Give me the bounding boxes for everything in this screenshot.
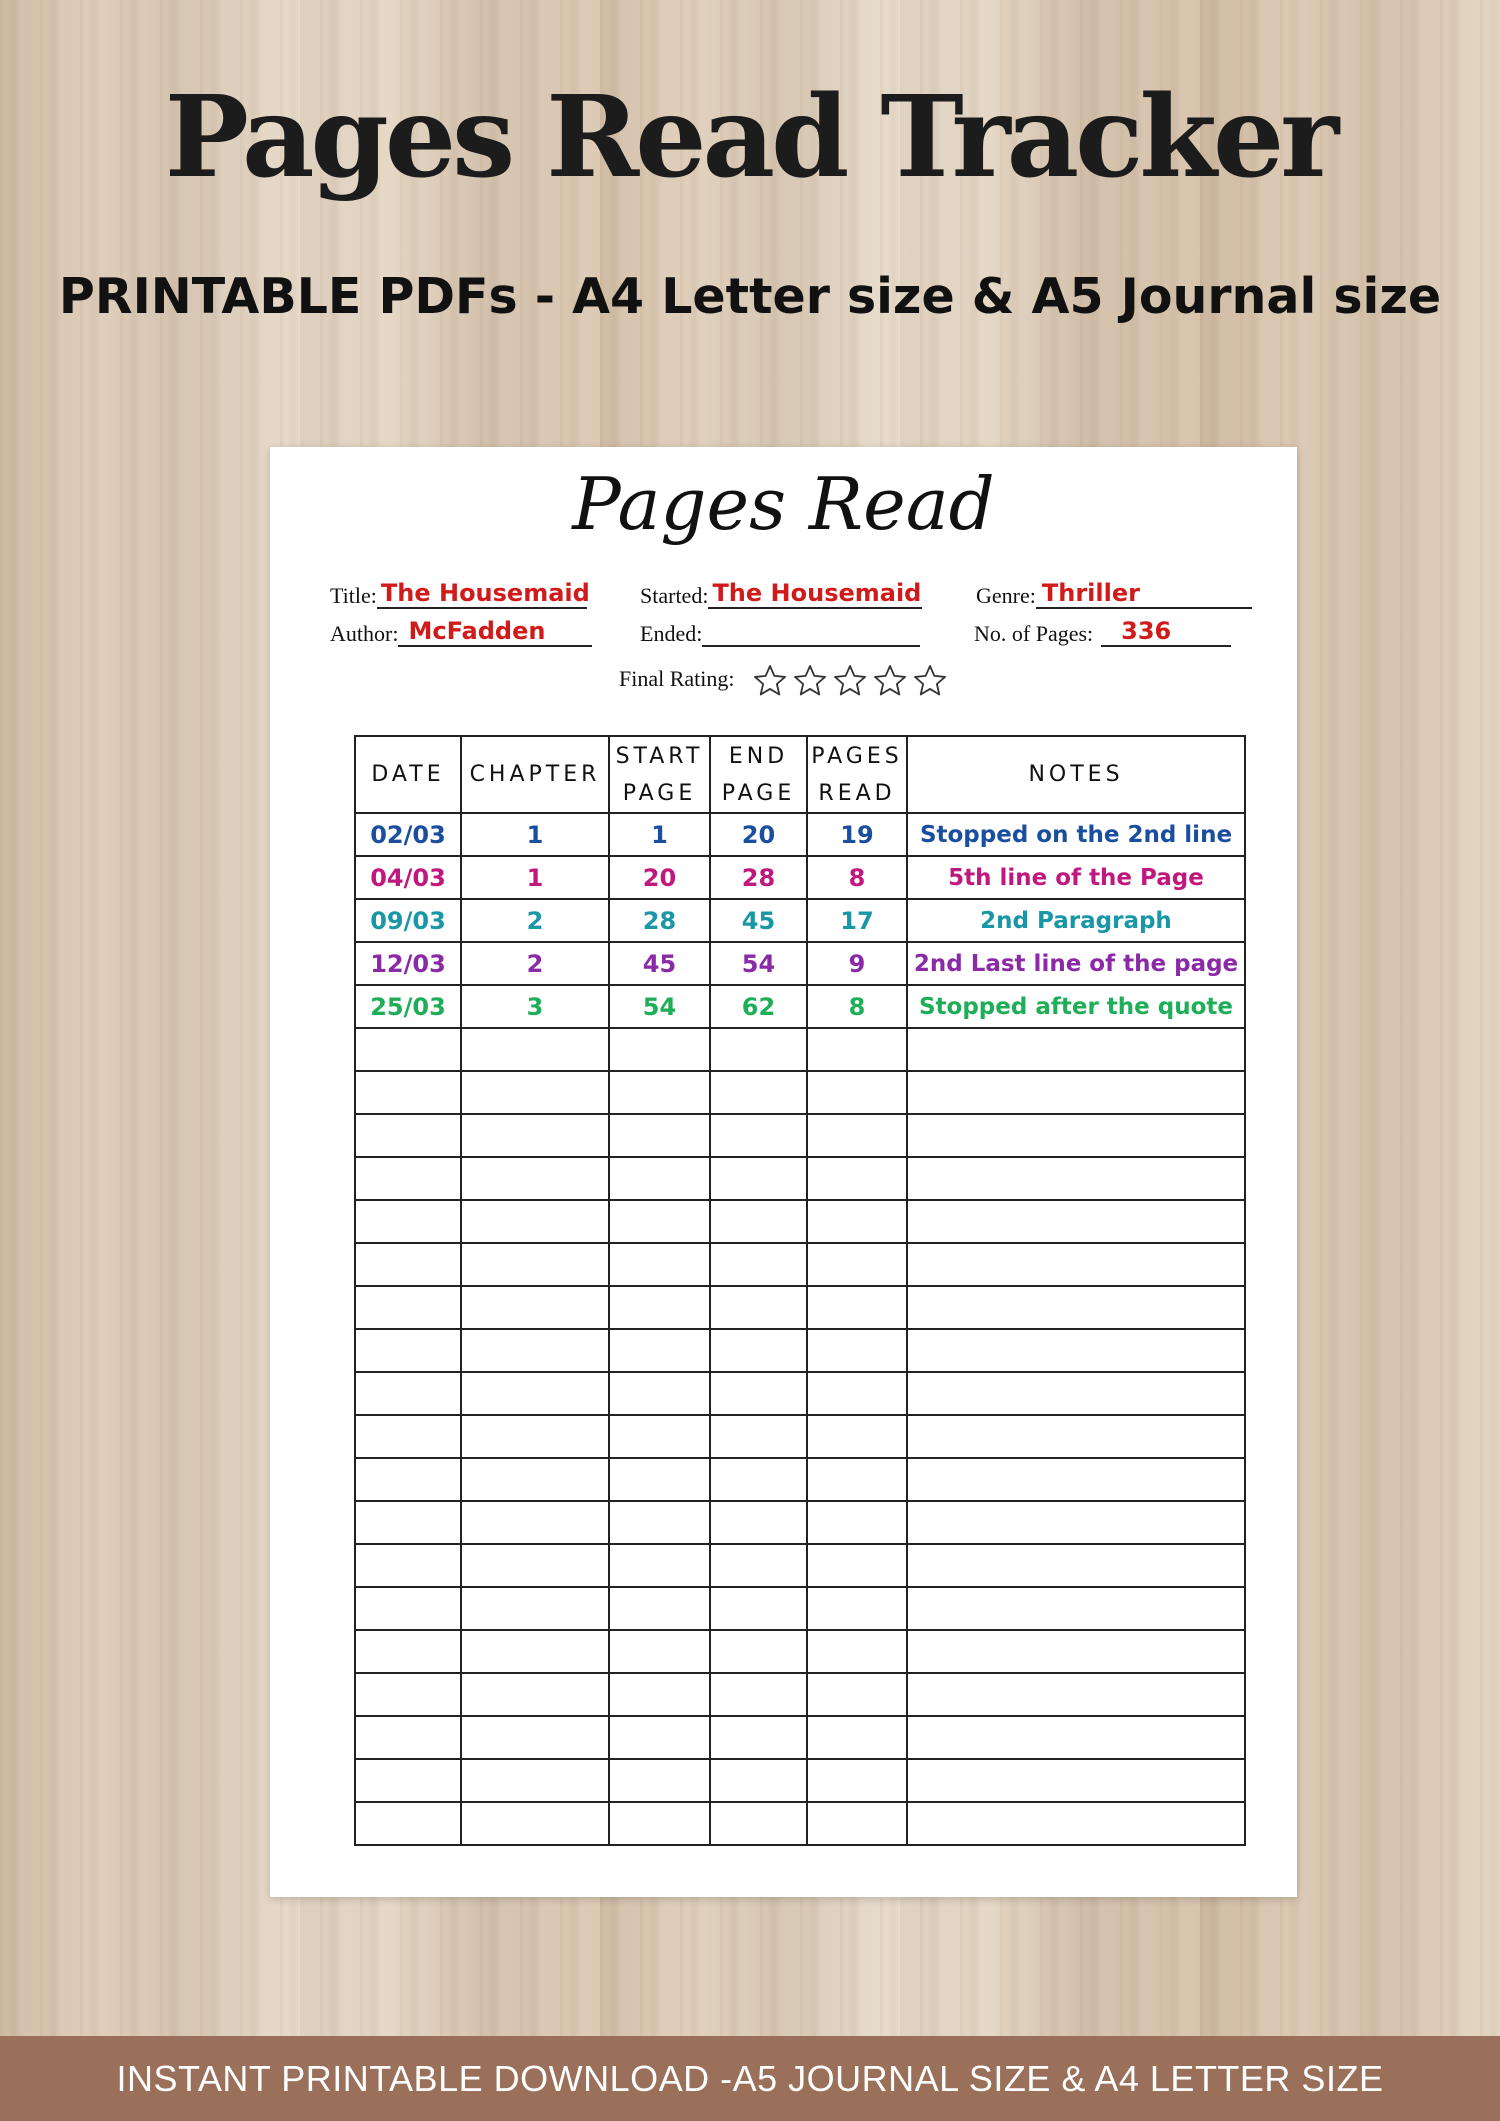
empty-cell[interactable]: [907, 1759, 1245, 1802]
genre-label: Genre:: [976, 583, 1036, 608]
page-subtitle: PRINTABLE PDFs - A4 Letter size & A5 Journal size: [58, 268, 1442, 325]
end-page-cell[interactable]: 28: [710, 856, 807, 899]
empty-table-row: [355, 1071, 1245, 1114]
empty-cell[interactable]: [710, 1243, 807, 1286]
empty-table-row: [355, 1329, 1245, 1372]
empty-cell[interactable]: [461, 1759, 609, 1802]
empty-cell[interactable]: [710, 1071, 807, 1114]
empty-cell[interactable]: [807, 1329, 907, 1372]
footer-banner: INSTANT PRINTABLE DOWNLOAD -A5 JOURNAL SIZE & A4 LETTER SIZE: [0, 2036, 1500, 2121]
author-label: Author:: [330, 621, 399, 646]
empty-cell[interactable]: [355, 1243, 461, 1286]
empty-cell[interactable]: [907, 1329, 1245, 1372]
chapter-cell[interactable]: 1: [461, 856, 609, 899]
started-field: [640, 579, 922, 609]
table-row: [355, 813, 1245, 856]
tracker-sheet: [270, 447, 1297, 1897]
empty-cell[interactable]: [710, 1458, 807, 1501]
empty-cell[interactable]: [355, 1501, 461, 1544]
notes-cell[interactable]: 2nd Last line of the page: [907, 942, 1245, 985]
empty-cell[interactable]: [609, 1415, 710, 1458]
author-field: [330, 617, 592, 647]
empty-cell[interactable]: [355, 1071, 461, 1114]
empty-cell[interactable]: [907, 1587, 1245, 1630]
empty-cell[interactable]: [609, 1759, 710, 1802]
empty-cell[interactable]: [355, 1802, 461, 1845]
empty-cell[interactable]: [710, 1415, 807, 1458]
empty-cell[interactable]: [461, 1802, 609, 1845]
end-page-cell[interactable]: 20: [710, 813, 807, 856]
empty-cell[interactable]: [807, 1071, 907, 1114]
empty-table-row: [355, 1544, 1245, 1587]
star-icon[interactable]: [832, 663, 868, 699]
pages-read-cell[interactable]: 17: [807, 899, 907, 942]
empty-cell[interactable]: [710, 1587, 807, 1630]
empty-cell[interactable]: [461, 1157, 609, 1200]
empty-cell[interactable]: [609, 1372, 710, 1415]
empty-table-row: [355, 1802, 1245, 1845]
empty-table-row: [355, 1114, 1245, 1157]
title-field: [330, 579, 590, 609]
star-icon[interactable]: [792, 663, 828, 699]
empty-cell[interactable]: [355, 1458, 461, 1501]
empty-cell[interactable]: [710, 1716, 807, 1759]
empty-cell[interactable]: [907, 1372, 1245, 1415]
empty-cell[interactable]: [907, 1630, 1245, 1673]
empty-table-row: [355, 1157, 1245, 1200]
empty-cell[interactable]: [710, 1501, 807, 1544]
notes-cell[interactable]: 2nd Paragraph: [907, 899, 1245, 942]
chapter-cell[interactable]: 1: [461, 813, 609, 856]
empty-cell[interactable]: [355, 1028, 461, 1071]
ended-label: Ended:: [640, 621, 703, 646]
empty-table-row: [355, 1716, 1245, 1759]
empty-cell[interactable]: [461, 1673, 609, 1716]
column-header: END PAGE: [710, 736, 807, 813]
empty-cell[interactable]: [807, 1415, 907, 1458]
empty-cell[interactable]: [807, 1630, 907, 1673]
empty-cell[interactable]: [461, 1200, 609, 1243]
empty-cell[interactable]: [609, 1071, 710, 1114]
chapter-cell[interactable]: 3: [461, 985, 609, 1028]
notes-cell[interactable]: 5th line of the Page: [907, 856, 1245, 899]
empty-cell[interactable]: [807, 1243, 907, 1286]
empty-table-row: [355, 1501, 1245, 1544]
empty-cell[interactable]: [609, 1286, 710, 1329]
empty-cell[interactable]: [461, 1114, 609, 1157]
empty-cell[interactable]: [710, 1544, 807, 1587]
empty-cell[interactable]: [907, 1243, 1245, 1286]
empty-cell[interactable]: [355, 1157, 461, 1200]
empty-cell[interactable]: [355, 1673, 461, 1716]
column-header: DATE: [355, 736, 461, 813]
empty-cell[interactable]: [609, 1716, 710, 1759]
empty-cell[interactable]: [807, 1114, 907, 1157]
empty-cell[interactable]: [907, 1114, 1245, 1157]
chapter-cell[interactable]: 2: [461, 942, 609, 985]
star-icon[interactable]: [752, 663, 788, 699]
empty-cell[interactable]: [461, 1071, 609, 1114]
empty-table-row: [355, 1372, 1245, 1415]
empty-cell[interactable]: [609, 1673, 710, 1716]
author-value[interactable]: McFadden: [398, 617, 592, 647]
start-page-cell[interactable]: 20: [609, 856, 710, 899]
empty-cell[interactable]: [461, 1501, 609, 1544]
column-header: NOTES: [907, 736, 1245, 813]
empty-cell[interactable]: [907, 1673, 1245, 1716]
empty-cell[interactable]: [609, 1458, 710, 1501]
pages-read-cell[interactable]: 8: [807, 985, 907, 1028]
empty-cell[interactable]: [710, 1114, 807, 1157]
pages-log-table: [354, 735, 1246, 1846]
empty-cell[interactable]: [461, 1458, 609, 1501]
final-rating: [270, 663, 1297, 699]
empty-table-row: [355, 1759, 1245, 1802]
title-value[interactable]: The Housemaid: [377, 579, 587, 609]
empty-cell[interactable]: [807, 1802, 907, 1845]
notes-cell[interactable]: Stopped after the quote: [907, 985, 1245, 1028]
ended-value[interactable]: [702, 617, 920, 647]
start-page-cell[interactable]: 54: [609, 985, 710, 1028]
empty-table-row: [355, 1415, 1245, 1458]
pages-label: No. of Pages:: [974, 621, 1094, 646]
end-page-cell[interactable]: 45: [710, 899, 807, 942]
empty-cell[interactable]: [461, 1415, 609, 1458]
empty-table-row: [355, 1630, 1245, 1673]
notes-cell[interactable]: Stopped on the 2nd line: [907, 813, 1245, 856]
empty-cell[interactable]: [355, 1759, 461, 1802]
empty-cell[interactable]: [907, 1716, 1245, 1759]
table-row: [355, 899, 1245, 942]
column-header: START PAGE: [609, 736, 710, 813]
empty-cell[interactable]: [807, 1372, 907, 1415]
date-cell[interactable]: 12/03: [355, 942, 461, 985]
empty-cell[interactable]: [807, 1759, 907, 1802]
rating-stars: [748, 663, 948, 699]
pages-read-cell[interactable]: 9: [807, 942, 907, 985]
empty-cell[interactable]: [461, 1372, 609, 1415]
empty-cell[interactable]: [461, 1243, 609, 1286]
empty-cell[interactable]: [907, 1028, 1245, 1071]
empty-cell[interactable]: [355, 1544, 461, 1587]
empty-cell[interactable]: [609, 1802, 710, 1845]
empty-cell[interactable]: [609, 1501, 710, 1544]
empty-cell[interactable]: [710, 1630, 807, 1673]
empty-cell[interactable]: [355, 1114, 461, 1157]
date-cell[interactable]: 04/03: [355, 856, 461, 899]
empty-cell[interactable]: [907, 1501, 1245, 1544]
empty-table-row: [355, 1243, 1245, 1286]
start-page-cell[interactable]: 45: [609, 942, 710, 985]
empty-cell[interactable]: [609, 1630, 710, 1673]
genre-value[interactable]: Thriller: [1036, 579, 1252, 609]
rating-label: Final Rating:: [619, 666, 735, 692]
empty-cell[interactable]: [710, 1372, 807, 1415]
empty-cell[interactable]: [355, 1286, 461, 1329]
empty-table-row: [355, 1286, 1245, 1329]
empty-cell[interactable]: [710, 1157, 807, 1200]
column-header: CHAPTER: [461, 736, 609, 813]
empty-cell[interactable]: [609, 1028, 710, 1071]
empty-cell[interactable]: [609, 1157, 710, 1200]
genre-field: [976, 579, 1252, 609]
empty-cell[interactable]: [355, 1716, 461, 1759]
empty-cell[interactable]: [461, 1028, 609, 1071]
star-icon[interactable]: [872, 663, 908, 699]
pages-field: [974, 617, 1231, 647]
empty-cell[interactable]: [710, 1673, 807, 1716]
empty-cell[interactable]: [807, 1200, 907, 1243]
empty-cell[interactable]: [710, 1286, 807, 1329]
empty-cell[interactable]: [355, 1415, 461, 1458]
empty-cell[interactable]: [710, 1200, 807, 1243]
empty-cell[interactable]: [355, 1329, 461, 1372]
sheet-title: Pages Read: [572, 462, 995, 546]
page-title: Pages Read Tracker: [164, 72, 1336, 203]
empty-cell[interactable]: [807, 1286, 907, 1329]
empty-cell[interactable]: [710, 1802, 807, 1845]
date-cell[interactable]: 02/03: [355, 813, 461, 856]
empty-cell[interactable]: [807, 1458, 907, 1501]
empty-cell[interactable]: [355, 1200, 461, 1243]
empty-cell[interactable]: [710, 1329, 807, 1372]
empty-cell[interactable]: [710, 1759, 807, 1802]
empty-cell[interactable]: [609, 1114, 710, 1157]
empty-cell[interactable]: [609, 1329, 710, 1372]
empty-cell[interactable]: [461, 1286, 609, 1329]
table-row: [355, 942, 1245, 985]
started-value[interactable]: The Housemaid: [708, 579, 922, 609]
pages-value[interactable]: 336: [1101, 617, 1231, 647]
empty-table-row: [355, 1458, 1245, 1501]
start-page-cell[interactable]: 1: [609, 813, 710, 856]
empty-cell[interactable]: [807, 1501, 907, 1544]
pages-read-cell[interactable]: 8: [807, 856, 907, 899]
empty-cell[interactable]: [609, 1587, 710, 1630]
empty-cell[interactable]: [807, 1157, 907, 1200]
end-page-cell[interactable]: 62: [710, 985, 807, 1028]
pages-read-cell[interactable]: 19: [807, 813, 907, 856]
empty-cell[interactable]: [461, 1716, 609, 1759]
column-header: PAGES READ: [807, 736, 907, 813]
empty-cell[interactable]: [907, 1200, 1245, 1243]
empty-cell[interactable]: [609, 1544, 710, 1587]
empty-cell[interactable]: [609, 1200, 710, 1243]
empty-cell[interactable]: [355, 1372, 461, 1415]
title-label: Title:: [330, 583, 377, 608]
chapter-cell[interactable]: 2: [461, 899, 609, 942]
empty-cell[interactable]: [461, 1630, 609, 1673]
ended-field: [640, 617, 920, 647]
empty-table-row: [355, 1587, 1245, 1630]
empty-cell[interactable]: [807, 1028, 907, 1071]
empty-cell[interactable]: [807, 1587, 907, 1630]
start-page-cell[interactable]: 28: [609, 899, 710, 942]
star-icon[interactable]: [912, 663, 948, 699]
empty-table-row: [355, 1028, 1245, 1071]
empty-cell[interactable]: [710, 1028, 807, 1071]
empty-cell[interactable]: [907, 1544, 1245, 1587]
empty-table-row: [355, 1200, 1245, 1243]
empty-cell[interactable]: [461, 1544, 609, 1587]
empty-cell[interactable]: [807, 1544, 907, 1587]
empty-cell[interactable]: [355, 1630, 461, 1673]
empty-cell[interactable]: [609, 1243, 710, 1286]
empty-cell[interactable]: [807, 1673, 907, 1716]
empty-cell[interactable]: [807, 1716, 907, 1759]
date-cell[interactable]: 25/03: [355, 985, 461, 1028]
date-cell[interactable]: 09/03: [355, 899, 461, 942]
empty-cell[interactable]: [461, 1329, 609, 1372]
empty-cell[interactable]: [907, 1802, 1245, 1845]
table-row: [355, 856, 1245, 899]
table-row: [355, 985, 1245, 1028]
empty-cell[interactable]: [907, 1415, 1245, 1458]
end-page-cell[interactable]: 54: [710, 942, 807, 985]
empty-cell[interactable]: [907, 1286, 1245, 1329]
table-header-row: [355, 736, 1245, 813]
empty-cell[interactable]: [461, 1587, 609, 1630]
empty-cell[interactable]: [907, 1157, 1245, 1200]
empty-cell[interactable]: [907, 1071, 1245, 1114]
empty-table-row: [355, 1673, 1245, 1716]
empty-cell[interactable]: [355, 1587, 461, 1630]
started-label: Started:: [640, 583, 709, 608]
empty-cell[interactable]: [907, 1458, 1245, 1501]
